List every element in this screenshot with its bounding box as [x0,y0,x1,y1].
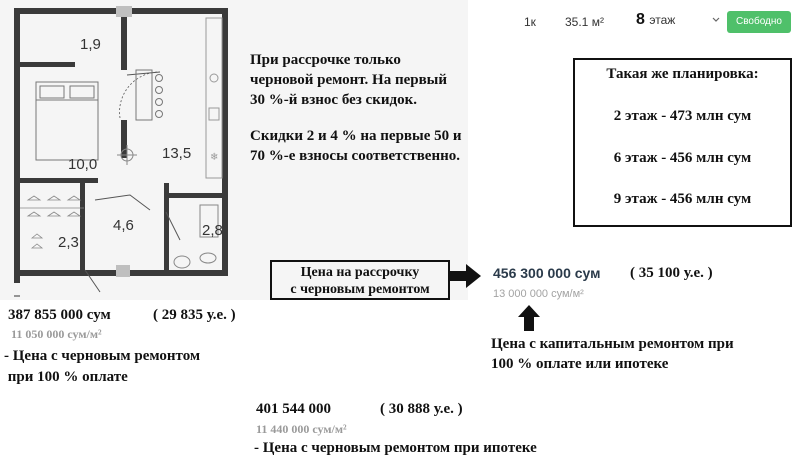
mortgage-usd: ( 30 888 у.е. ) [380,401,463,417]
kitchen-counter [206,18,222,178]
note-line: - Цена с черновым ремонтом [4,348,201,364]
full-payment-price: 387 855 000 сум [8,307,111,323]
room-area-corridor: 1,9 [80,36,101,53]
walls [14,8,228,283]
bed-icon [36,82,98,160]
same-layout-item: 2 этаж - 473 млн сум [613,108,752,124]
arrow-up-icon [518,305,540,331]
mortgage-per-m2: 11 440 000 сум/м² [256,422,347,436]
rooms-count: 1к [524,15,536,29]
same-layout-item: 6 этаж - 456 млн сум [613,150,752,166]
room-area-wardrobe: 2,3 [58,234,79,251]
installment-label-line: Цена на рассрочку [300,265,420,280]
note-line: 30 %-й взнос без скидок. [250,92,417,108]
room-area-hall: 4,6 [113,217,134,234]
window-marker [116,265,130,277]
same-layout-box [573,58,792,227]
room-area-bedroom: 10,0 [68,156,98,173]
floor-word: этаж [649,13,676,27]
capital-repair-note [491,334,734,374]
installment-note [250,50,462,166]
same-layout-title: Такая же планировка: [606,66,759,82]
note-line: Скидки 2 и 4 % на первые 50 и [250,128,462,144]
chevron-down-icon[interactable] [712,16,720,24]
area-value: 35.1 м² [565,15,604,29]
svg-text:❄: ❄ [210,152,219,163]
mortgage-desc: - Цена с черновым ремонтом при ипотеке [254,440,537,456]
room-area-kitchen: 13,5 [162,145,192,162]
installment-price-label [270,260,450,300]
note-line: При рассрочке только [250,52,401,68]
note-line: черновой ремонт. На первый [250,72,448,88]
arrow-right-icon [450,264,482,288]
mortgage-price: 401 544 000 [256,401,331,417]
note-line [250,110,462,126]
floor-number: 8 [636,11,645,28]
note-line: 70 %-е взносы соответственно. [250,148,460,164]
status-badge[interactable]: Свободно [727,11,791,33]
listing-price-usd: ( 35 100 у.е. ) [630,265,713,281]
full-payment-desc [4,346,200,388]
installment-label-line: с черновым ремонтом [290,282,430,297]
ceiling-light-icon [117,145,137,165]
same-layout-item: 9 этаж - 456 млн сум [613,191,752,207]
full-payment-per-m2: 11 050 000 сум/м² [11,327,102,341]
listing-price-per-m2: 13 000 000 сум/м² [493,288,584,300]
floor-selector[interactable] [636,11,675,29]
listing-price: 456 300 000 сум [493,265,601,281]
room-area-bathroom: 2,8 [202,222,223,239]
full-payment-usd: ( 29 835 у.е. ) [153,307,236,323]
note-line: Цена с капитальным ремонтом при [491,336,734,352]
note-line: 100 % оплате или ипотеке [491,356,669,372]
note-line: при 100 % оплате [4,369,128,385]
window-marker [116,6,132,17]
